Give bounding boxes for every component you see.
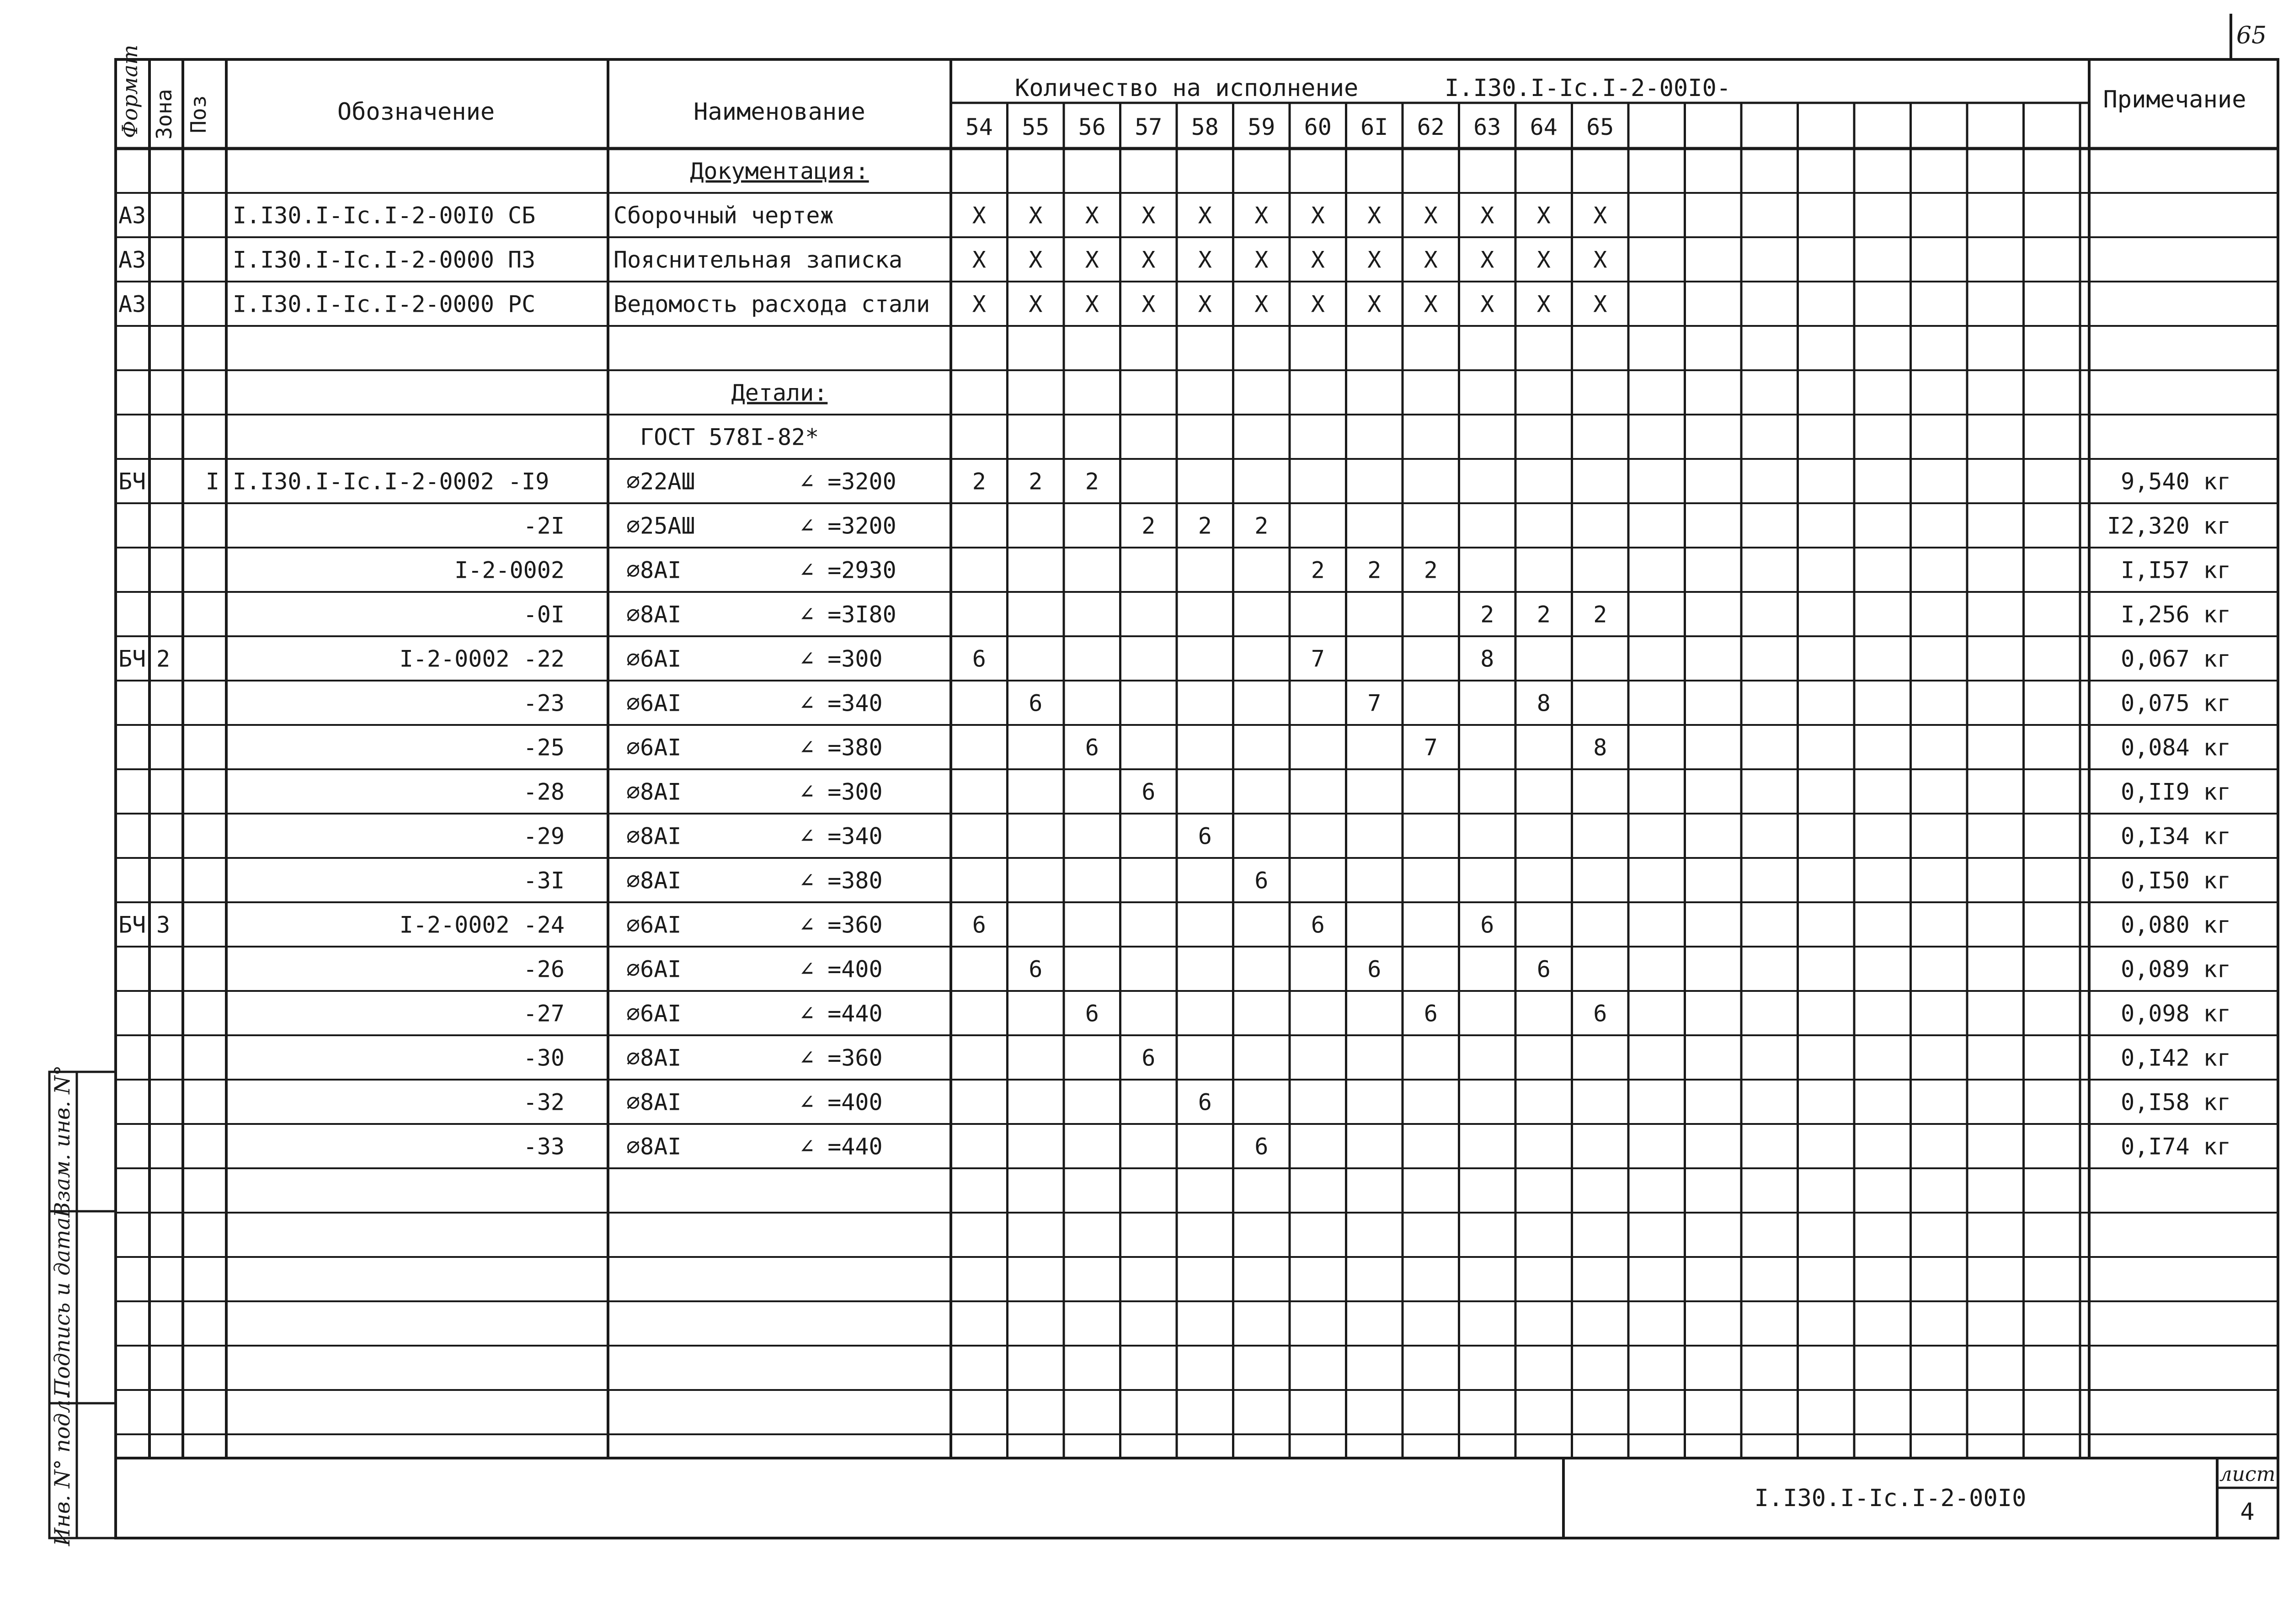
cell-quantity: 6 — [1254, 1133, 1269, 1160]
variant-header: 57 — [1135, 114, 1163, 140]
cell-length: ∠ =2930 — [800, 557, 896, 584]
cell-quantity: 6 — [1480, 911, 1494, 938]
cell-designation: I-2-0002 -24 — [399, 911, 565, 938]
header-quantity-label: Количество на исполнение — [1015, 75, 1359, 102]
cell-quantity: X — [1254, 246, 1269, 273]
cell-name: ⌀6AI — [626, 1000, 682, 1027]
cell-note: 0,067 кг — [2121, 645, 2231, 672]
footer-sheet-number: 4 — [2240, 1498, 2255, 1526]
cell-quantity: X — [1142, 246, 1156, 273]
header-zone: Зона — [152, 89, 176, 140]
cell-quantity: 2 — [1142, 512, 1156, 539]
variant-header: 55 — [1022, 114, 1050, 140]
stamp-inv-podl: Инв. N° подл. — [50, 1393, 75, 1546]
cell-length: ∠ =3200 — [800, 468, 896, 495]
cell-quantity: X — [1367, 246, 1382, 273]
cell-note: 0,098 кг — [2121, 1000, 2231, 1027]
cell-length: ∠ =380 — [800, 867, 883, 894]
cell-designation: -25 — [523, 734, 565, 761]
cell-designation: -32 — [523, 1089, 565, 1116]
cell-designation: I-2-0002 — [454, 557, 565, 584]
footer-doc-code: I.I30.I-Ic.I-2-00I0 — [1754, 1485, 2027, 1512]
cell-name: ⌀8AI — [626, 1044, 682, 1071]
cell-quantity: X — [1424, 202, 1438, 229]
variant-header: 54 — [965, 114, 993, 140]
cell-quantity: 6 — [972, 645, 986, 672]
variant-header: 58 — [1191, 114, 1219, 140]
cell-name: ⌀8AI — [626, 1133, 682, 1160]
cell-name: Ведомость расхода стали — [613, 291, 930, 318]
cell-note: 0,II9 кг — [2121, 778, 2231, 805]
header-quantity-code: I.I30.I-Ic.I-2-00I0- — [1445, 75, 1731, 102]
cell-quantity: 7 — [1311, 645, 1325, 672]
cell-quantity: X — [1198, 246, 1212, 273]
cell-quantity: X — [1198, 291, 1212, 318]
cell-quantity: 6 — [1029, 690, 1043, 717]
cell-quantity: 6 — [1367, 956, 1382, 983]
cell-quantity: 6 — [972, 911, 986, 938]
cell-name: Детали: — [731, 379, 828, 406]
cell-designation: -28 — [523, 778, 565, 805]
cell-quantity: X — [1424, 246, 1438, 273]
cell-quantity: X — [1029, 202, 1043, 229]
cell-length: ∠ =360 — [800, 1044, 883, 1071]
cell-note: 0,I74 кг — [2121, 1133, 2231, 1160]
footer-sheet-label: лист — [2219, 1463, 2276, 1486]
variant-header: 6I — [1360, 114, 1388, 140]
stamp-signature-date: Подпись и дата — [50, 1217, 75, 1397]
cell-quantity: 6 — [1142, 1044, 1156, 1071]
cell-name: ⌀22AШ — [626, 468, 695, 495]
cell-format: A3 — [118, 202, 146, 229]
cell-quantity: X — [1536, 202, 1551, 229]
variant-header: 64 — [1530, 114, 1558, 140]
cell-quantity: X — [972, 291, 986, 318]
cell-note: I,256 кг — [2121, 601, 2231, 628]
cell-designation: -3I — [523, 867, 565, 894]
cell-designation: -27 — [523, 1000, 565, 1027]
cell-length: ∠ =300 — [800, 778, 883, 805]
cell-length: ∠ =380 — [800, 734, 883, 761]
cell-quantity: 2 — [1029, 468, 1043, 495]
cell-name: ⌀8AI — [626, 557, 682, 584]
cell-quantity: 6 — [1029, 956, 1043, 983]
cell-format: A3 — [118, 246, 146, 273]
cell-quantity: X — [1480, 202, 1494, 229]
cell-quantity: 2 — [1085, 468, 1099, 495]
cell-quantity: 6 — [1536, 956, 1551, 983]
cell-quantity: 6 — [1424, 1000, 1438, 1027]
variant-header: 62 — [1417, 114, 1445, 140]
cell-note: 0,I58 кг — [2121, 1089, 2231, 1116]
cell-designation: I.I30.I-Ic.I-2-00I0 СБ — [233, 202, 536, 229]
cell-quantity: 7 — [1424, 734, 1438, 761]
cell-name: Документация: — [690, 158, 869, 185]
cell-name: ⌀8AI — [626, 778, 682, 805]
cell-quantity: X — [1254, 291, 1269, 318]
cell-quantity: X — [1367, 291, 1382, 318]
cell-length: ∠ =340 — [800, 823, 883, 850]
cell-quantity: X — [1593, 202, 1607, 229]
cell-quantity: 6 — [1198, 1089, 1212, 1116]
cell-quantity: X — [1029, 291, 1043, 318]
cell-name: ⌀8AI — [626, 823, 682, 850]
cell-length: ∠ =400 — [800, 1089, 883, 1116]
variant-header: 60 — [1304, 114, 1332, 140]
cell-name: Сборочный чертеж — [613, 202, 834, 229]
cell-quantity: 2 — [1367, 557, 1382, 584]
cell-name: ⌀8AI — [626, 601, 682, 628]
header-pos: Поз — [186, 95, 211, 133]
cell-quantity: X — [1480, 246, 1494, 273]
cell-quantity: X — [1085, 202, 1099, 229]
cell-quantity: X — [1085, 291, 1099, 318]
cell-name: ⌀6AI — [626, 956, 682, 983]
cell-length: ∠ =3200 — [800, 512, 896, 539]
cell-designation: -30 — [523, 1044, 565, 1071]
cell-quantity: X — [1593, 291, 1607, 318]
header-designation: Обозначение — [337, 98, 495, 126]
cell-quantity: 6 — [1254, 867, 1269, 894]
cell-quantity: X — [1593, 246, 1607, 273]
cell-quantity: X — [1311, 246, 1325, 273]
header-name: Наименование — [693, 98, 865, 126]
cell-note: 0,I42 кг — [2121, 1044, 2231, 1071]
cell-quantity: X — [1424, 291, 1438, 318]
cell-quantity: X — [1085, 246, 1099, 273]
cell-quantity: 2 — [1311, 557, 1325, 584]
cell-note: 0,075 кг — [2121, 690, 2231, 717]
cell-quantity: 6 — [1085, 734, 1099, 761]
cell-name: ⌀6AI — [626, 734, 682, 761]
cell-name: ⌀25AШ — [626, 512, 695, 539]
cell-format: A3 — [118, 291, 146, 318]
cell-quantity: X — [1142, 291, 1156, 318]
variant-header: 63 — [1473, 114, 1501, 140]
cell-quantity: X — [1536, 246, 1551, 273]
cell-quantity: 2 — [1480, 601, 1494, 628]
cell-pos: I — [205, 468, 219, 495]
cell-quantity: 6 — [1593, 1000, 1607, 1027]
cell-quantity: X — [1311, 202, 1325, 229]
cell-note: 9,540 кг — [2121, 468, 2231, 495]
cell-zone: 2 — [156, 645, 171, 672]
cell-name: ⌀6AI — [626, 911, 682, 938]
cell-length: ∠ =400 — [800, 956, 883, 983]
cell-length: ∠ =360 — [800, 911, 883, 938]
cell-quantity: X — [1254, 202, 1269, 229]
cell-length: ∠ =300 — [800, 645, 883, 672]
cell-quantity: 2 — [1424, 557, 1438, 584]
cell-name: ГОСТ 578I-82* — [640, 424, 819, 451]
cell-designation: -0I — [523, 601, 565, 628]
cell-quantity: X — [1367, 202, 1382, 229]
cell-quantity: 6 — [1198, 823, 1212, 850]
table-row — [731, 380, 828, 406]
cell-format: БЧ — [118, 468, 146, 495]
cell-note: 0,I34 кг — [2121, 823, 2231, 850]
cell-quantity: 8 — [1536, 690, 1551, 717]
cell-designation: I.I30.I-Ic.I-2-0002 -I9 — [233, 468, 549, 495]
cell-designation: -26 — [523, 956, 565, 983]
cell-name: ⌀6AI — [626, 645, 682, 672]
cell-designation: -2I — [523, 512, 565, 539]
cell-name: ⌀6AI — [626, 690, 682, 717]
cell-quantity: 2 — [1198, 512, 1212, 539]
cell-designation: I-2-0002 -22 — [399, 645, 565, 672]
cell-note: 0,089 кг — [2121, 956, 2231, 983]
header-format: Формат — [117, 44, 142, 138]
stamp-vzam-inv: Взам. инв. N° — [50, 1065, 75, 1218]
cell-quantity: X — [1480, 291, 1494, 318]
cell-quantity: 8 — [1480, 645, 1494, 672]
cell-designation: -33 — [523, 1133, 565, 1160]
cell-name: Пояснительная записка — [613, 246, 903, 273]
variant-header: 56 — [1078, 114, 1106, 140]
cell-quantity: 8 — [1593, 734, 1607, 761]
cell-note: 0,084 кг — [2121, 734, 2231, 761]
cell-designation: I.I30.I-Ic.I-2-0000 РС — [233, 291, 536, 318]
cell-zone: 3 — [156, 911, 171, 938]
table-row — [690, 158, 869, 185]
cell-quantity: X — [1198, 202, 1212, 229]
cell-quantity: 6 — [1311, 911, 1325, 938]
variant-header: 65 — [1586, 114, 1614, 140]
cell-designation: -29 — [523, 823, 565, 850]
cell-length: ∠ =340 — [800, 690, 883, 717]
cell-quantity: 6 — [1085, 1000, 1099, 1027]
cell-quantity: X — [972, 246, 986, 273]
page-number: 65 — [2236, 22, 2267, 49]
cell-name: ⌀8AI — [626, 867, 682, 894]
cell-quantity: 6 — [1142, 778, 1156, 805]
header-note: Примечание — [2103, 86, 2246, 113]
cell-designation: I.I30.I-Ic.I-2-0000 ПЗ — [233, 246, 536, 273]
cell-quantity: 2 — [1593, 601, 1607, 628]
cell-format: БЧ — [118, 911, 146, 938]
cell-quantity: X — [972, 202, 986, 229]
cell-name: ⌀8AI — [626, 1089, 682, 1116]
cell-quantity: X — [1311, 291, 1325, 318]
variant-header: 59 — [1248, 114, 1275, 140]
cell-length: ∠ =3I80 — [800, 601, 896, 628]
cell-quantity: 2 — [1536, 601, 1551, 628]
cell-quantity: 2 — [1254, 512, 1269, 539]
cell-note: 0,080 кг — [2121, 911, 2231, 938]
cell-note: I2,320 кг — [2107, 512, 2231, 539]
cell-quantity: 2 — [972, 468, 986, 495]
cell-note: I,I57 кг — [2121, 557, 2231, 584]
cell-length: ∠ =440 — [800, 1133, 883, 1160]
cell-format: БЧ — [118, 645, 146, 672]
cell-quantity: 7 — [1367, 690, 1382, 717]
cell-length: ∠ =440 — [800, 1000, 883, 1027]
cell-note: 0,I50 кг — [2121, 867, 2231, 894]
cell-quantity: X — [1536, 291, 1551, 318]
cell-quantity: X — [1142, 202, 1156, 229]
cell-designation: -23 — [523, 690, 565, 717]
table-row — [640, 424, 819, 451]
cell-quantity: X — [1029, 246, 1043, 273]
